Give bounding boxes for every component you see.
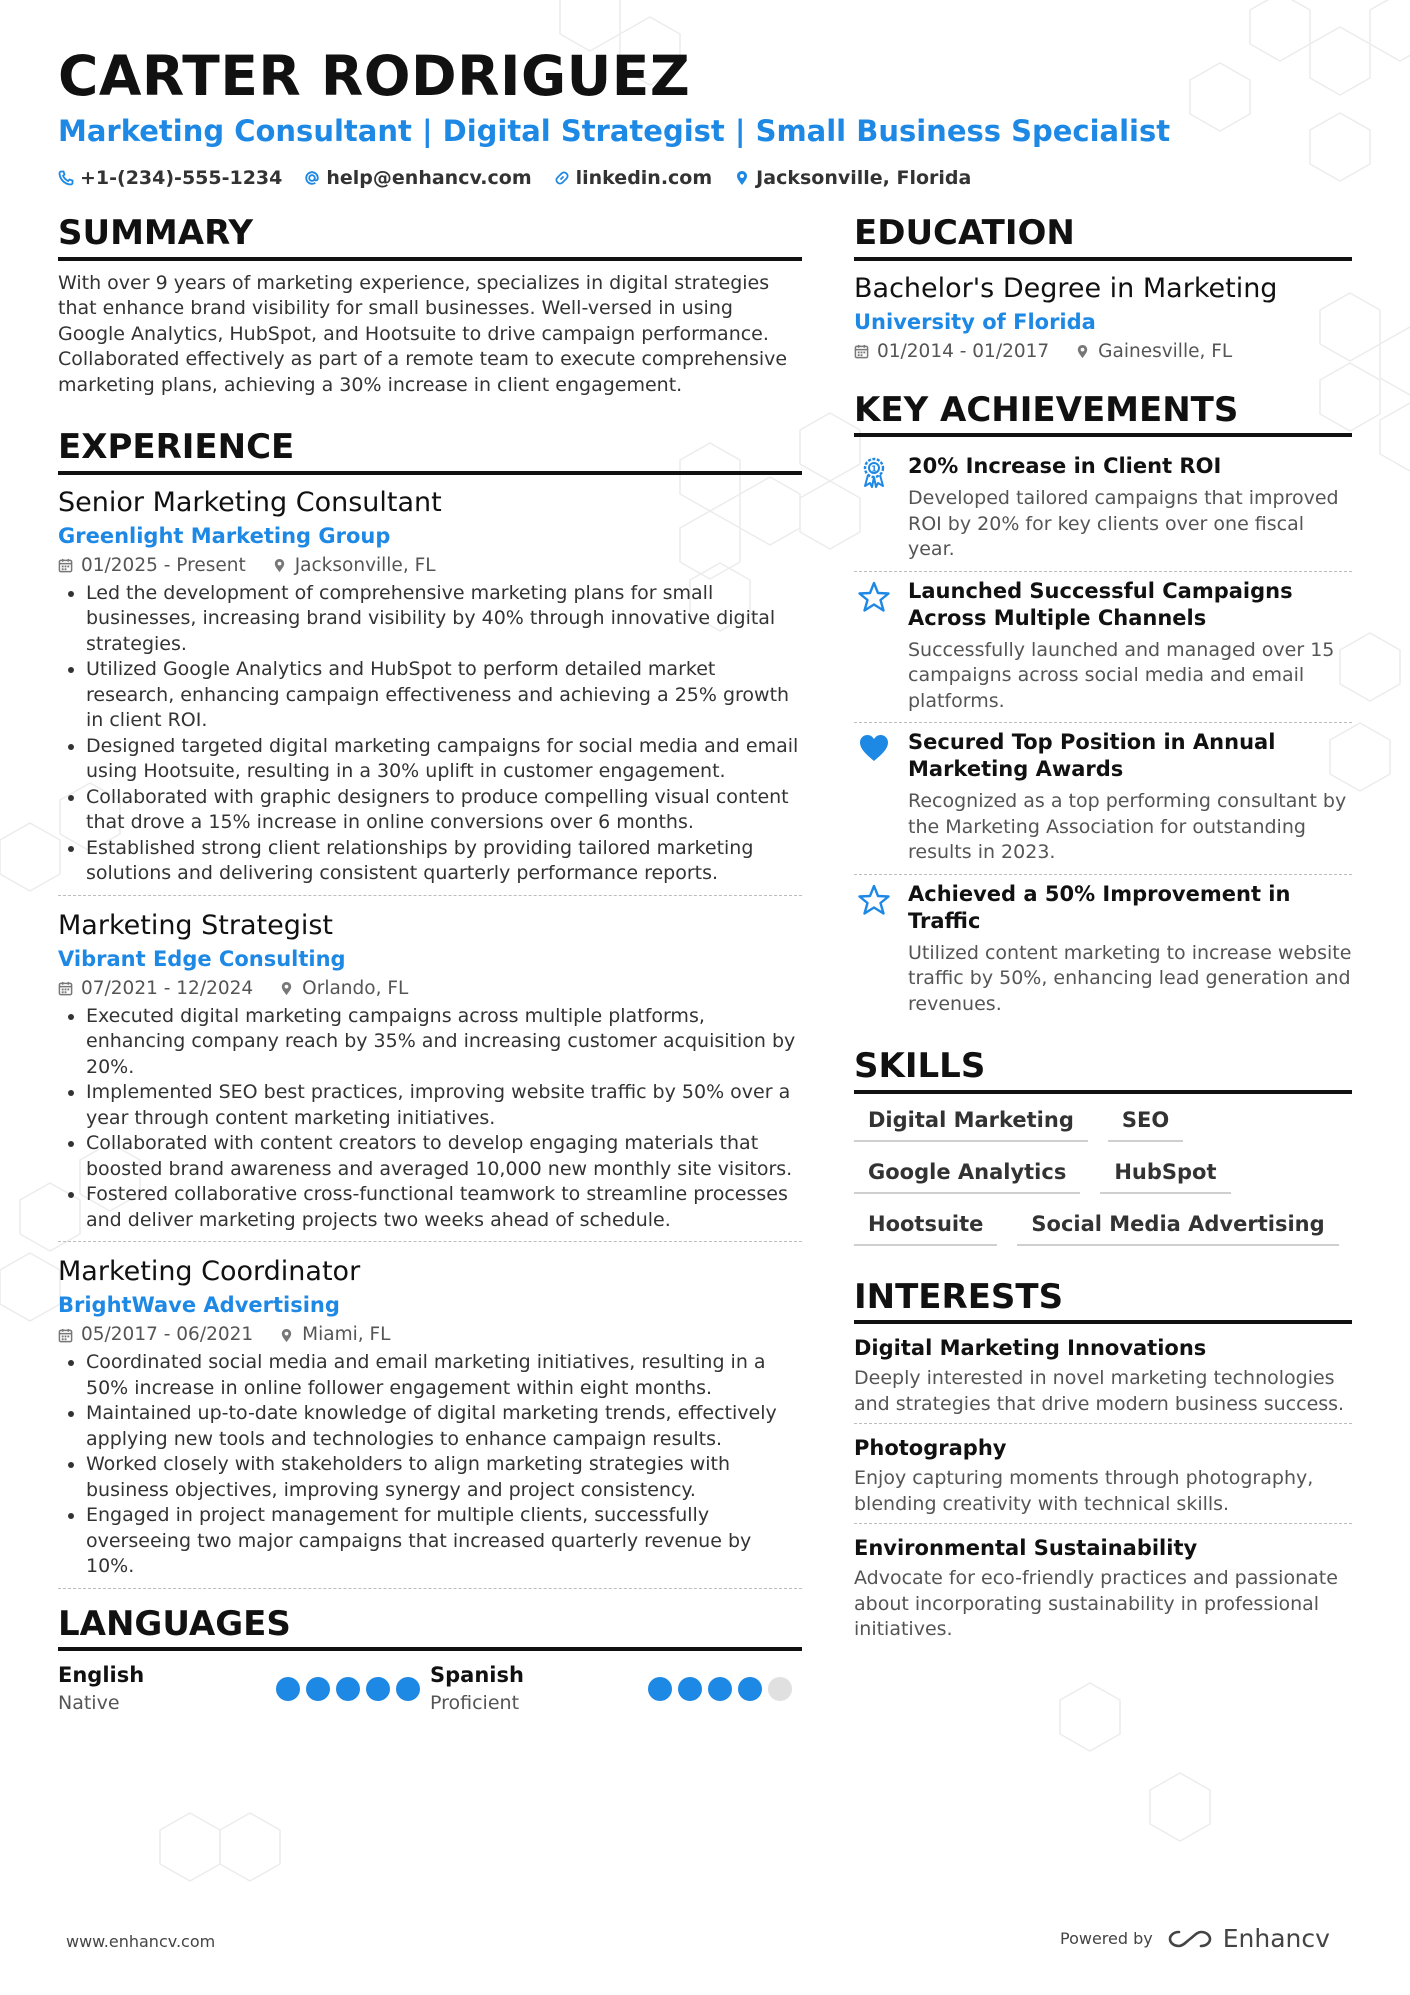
education-dates xyxy=(854,337,1049,367)
job-entry xyxy=(58,485,802,896)
bullet: • Designed targeted digital marketing campaigns for social media and email using Hootsuite, resulting in a 30% uplift in customer engagement. xyxy=(86,734,802,785)
language-rating xyxy=(276,1677,420,1701)
interests-list xyxy=(854,1334,1352,1649)
interest-desc: Advocate for eco-friendly practices and passionate about incorporating sustainability in professional initiatives. xyxy=(854,1567,1338,1640)
calendar-icon xyxy=(58,981,73,996)
bullet: • Executed digital marketing campaigns across multiple platforms, enhancing company reach by 35% and increasing customer acquisition by 20%. xyxy=(86,1004,802,1081)
contact-email[interactable] xyxy=(304,167,531,189)
job-dates xyxy=(58,1320,253,1350)
rating-dot-filled xyxy=(276,1677,300,1701)
calendar-icon xyxy=(58,558,73,573)
award-ribbon-icon xyxy=(857,455,891,489)
job-company: Greenlight Marketing Group xyxy=(58,523,391,548)
job-location xyxy=(279,974,408,1004)
job-dates-text: 07/2021 - 12/2024 xyxy=(81,977,254,999)
achievement-icon-wrap xyxy=(854,881,894,1018)
brand-name: Enhancv xyxy=(1222,1924,1330,1953)
contact-linkedin-text: linkedin.com xyxy=(575,167,713,189)
job-entry xyxy=(58,908,802,1243)
job-location-text: Orlando, FL xyxy=(302,977,409,999)
achievements-list xyxy=(854,447,1352,1025)
left-column xyxy=(58,212,802,1717)
achievement-item xyxy=(854,447,1352,572)
job-dates xyxy=(58,551,246,581)
summary-heading: SUMMARY xyxy=(58,212,802,261)
heart-icon xyxy=(857,731,891,765)
location-icon xyxy=(272,558,287,573)
bullet: • Utilized Google Analytics and HubSpot to perform detailed market research, enhancing campaign effectiveness and achieving a 25% growth in client ROI. xyxy=(86,657,802,734)
language-item xyxy=(58,1661,430,1717)
skill-tag: Hootsuite xyxy=(854,1208,997,1246)
job-entry xyxy=(58,1254,802,1589)
achievement-title: Secured Top Position in Annual Marketing Awards xyxy=(908,730,1276,781)
achievement-icon-wrap xyxy=(854,578,894,715)
interest-desc: Deeply interested in novel marketing technologies and strategies that drive modern business success. xyxy=(854,1367,1345,1415)
bullet: • Established strong client relationships by providing tailored marketing solutions and delivering consistent quarterly performance reports. xyxy=(86,836,802,887)
phone-icon xyxy=(58,170,74,186)
powered-by-label: Powered by xyxy=(1060,1929,1153,1948)
job-meta xyxy=(58,1320,802,1350)
job-dates xyxy=(58,974,253,1004)
interest-desc: Enjoy capturing moments through photography, blending creativity with technical skills. xyxy=(854,1467,1314,1515)
footer-branding xyxy=(1060,1924,1330,1953)
brand-logo[interactable] xyxy=(1167,1924,1330,1953)
education-meta xyxy=(854,337,1352,367)
achievement-desc: Recognized as a top performing consultant by the Marketing Association for outstanding results in 2023. xyxy=(908,790,1347,863)
job-dates-text: 01/2025 - Present xyxy=(81,554,246,576)
achievement-item xyxy=(854,572,1352,724)
interest-title: Environmental Sustainability xyxy=(854,1536,1198,1560)
bullet: • Coordinated social media and email marketing initiatives, resulting in a 50% increase in online follower engagement within eight months. xyxy=(86,1350,802,1401)
rating-dot-filled xyxy=(306,1677,330,1701)
skill-tag: HubSpot xyxy=(1100,1156,1230,1194)
location-icon xyxy=(734,170,750,186)
job-location xyxy=(272,551,436,581)
rating-dot-empty xyxy=(768,1677,792,1701)
job-title: Marketing Coordinator xyxy=(58,1256,361,1287)
languages-heading: LANGUAGES xyxy=(58,1603,802,1652)
job-location-text: Miami, FL xyxy=(302,1324,391,1345)
skill-tag: Social Media Advertising xyxy=(1017,1208,1338,1246)
education-heading: EDUCATION xyxy=(854,212,1352,261)
bullet: • Collaborated with graphic designers to produce compelling visual content that drove a 15% increase in online conversions over 6 months. xyxy=(86,785,802,836)
education-degree: Bachelor's Degree in Marketing xyxy=(854,272,1278,304)
rating-dot-filled xyxy=(648,1677,672,1701)
location-icon xyxy=(1075,344,1090,359)
achievement-icon-wrap xyxy=(854,729,894,866)
achievement-item xyxy=(854,875,1352,1026)
skill-tag: SEO xyxy=(1108,1104,1183,1142)
job-title: Senior Marketing Consultant xyxy=(58,486,442,518)
star-outline-icon xyxy=(857,580,891,614)
bullet: • Engaged in project management for multiple clients, successfully overseeing two major campaigns that increased quarterly revenue by 10%. xyxy=(86,1503,802,1580)
job-company: Vibrant Edge Consulting xyxy=(58,946,346,971)
job-bullets xyxy=(58,1350,802,1580)
star-outline-icon xyxy=(857,883,891,917)
rating-dot-filled xyxy=(738,1677,762,1701)
achievement-item xyxy=(854,723,1352,875)
achievement-desc: Successfully launched and managed over 15 campaigns across social media and email platforms. xyxy=(908,638,1335,712)
contact-bar xyxy=(58,167,971,189)
enhancv-logo-icon xyxy=(1167,1927,1213,1951)
language-name: English xyxy=(58,1663,145,1687)
language-name: Spanish xyxy=(430,1663,524,1687)
interest-item xyxy=(854,1334,1352,1424)
interest-item xyxy=(854,1534,1352,1649)
language-level: Native xyxy=(58,1692,120,1714)
interest-title: Photography xyxy=(854,1436,1007,1460)
languages-list xyxy=(58,1661,802,1717)
contact-linkedin[interactable] xyxy=(554,167,713,189)
footer-website[interactable]: www.enhancv.com xyxy=(66,1932,216,1951)
achievement-desc: Developed tailored campaigns that improved ROI by 20% for key clients over one fiscal year. xyxy=(908,487,1339,560)
interest-title: Digital Marketing Innovations xyxy=(854,1336,1207,1360)
job-company: BrightWave Advertising xyxy=(58,1293,340,1317)
job-location-text: Jacksonville, FL xyxy=(294,554,436,576)
experience-heading: EXPERIENCE xyxy=(58,426,802,475)
achievements-heading: KEY ACHIEVEMENTS xyxy=(854,389,1352,438)
svg-text:1: 1 xyxy=(871,464,877,474)
bullet: • Collaborated with content creators to develop engaging materials that boosted brand awareness and averaged 10,000 new monthly site visitors. xyxy=(86,1131,802,1182)
contact-phone-text: +1-(234)-555-1234 xyxy=(80,167,283,189)
language-level: Proficient xyxy=(430,1692,520,1714)
contact-location xyxy=(734,167,971,189)
achievement-title: Launched Successful Campaigns Across Multiple Channels xyxy=(908,578,1293,630)
candidate-name: CARTER RODRIGUEZ xyxy=(58,44,691,108)
education-school: University of Florida xyxy=(854,309,1096,334)
skill-tag: Digital Marketing xyxy=(854,1104,1088,1142)
skills-list xyxy=(854,1104,1352,1246)
bullet: • Maintained up-to-date knowledge of digital marketing trends, effectively applying new tools and technologies to enhance campaign results. xyxy=(86,1401,802,1452)
job-meta xyxy=(58,974,802,1004)
contact-location-text: Jacksonville, Florida xyxy=(756,167,972,189)
rating-dot-filled xyxy=(336,1677,360,1701)
calendar-icon xyxy=(58,1328,73,1343)
rating-dot-filled xyxy=(366,1677,390,1701)
calendar-icon xyxy=(854,344,869,359)
education-dates-text: 01/2014 - 01/2017 xyxy=(877,340,1050,362)
at-icon xyxy=(304,170,320,186)
rating-dot-filled xyxy=(396,1677,420,1701)
achievement-icon-wrap xyxy=(854,453,894,563)
rating-dot-filled xyxy=(678,1677,702,1701)
job-title: Marketing Strategist xyxy=(58,909,334,941)
job-meta xyxy=(58,551,802,581)
skills-heading: SKILLS xyxy=(854,1045,1352,1094)
summary-text: With over 9 years of marketing experience, specializes in digital strategies that enhance brand visibility for small businesses. Well-versed in using Google Analytics, HubSpot, and Hootsuite to drive campaign performance. Collaborated effectively as part of a remote team to execute comprehensive marketing plans, achieving a 30% increase in client engagement. xyxy=(58,271,788,396)
language-item xyxy=(430,1661,802,1717)
bullet: • Implemented SEO best practices, improving website traffic by 50% over a year through content marketing initiatives. xyxy=(86,1080,802,1131)
rating-dot-filled xyxy=(708,1677,732,1701)
bullet: • Led the development of comprehensive marketing plans for small businesses, increasing brand visibility by 40% through innovative digital strategies. xyxy=(86,581,802,658)
achievement-desc: Utilized content marketing to increase website traffic by 50%, enhancing lead generation and revenues. xyxy=(908,941,1352,1015)
interests-heading: INTERESTS xyxy=(854,1276,1352,1325)
contact-email-text: help@enhancv.com xyxy=(326,167,532,189)
job-dates-text: 05/2017 - 06/2021 xyxy=(81,1324,254,1345)
headline: Marketing Consultant | Digital Strategist | Small Business Specialist xyxy=(58,114,1171,148)
job-bullets xyxy=(58,1004,802,1234)
link-icon xyxy=(554,170,570,186)
location-icon xyxy=(279,981,294,996)
achievement-title: Achieved a 50% Improvement in Traffic xyxy=(908,881,1291,933)
education-location-text: Gainesville, FL xyxy=(1098,340,1233,362)
language-rating xyxy=(648,1677,792,1701)
education-location xyxy=(1075,337,1232,367)
achievement-title: 20% Increase in Client ROI xyxy=(908,454,1222,478)
contact-phone[interactable] xyxy=(58,167,282,189)
skill-tag: Google Analytics xyxy=(854,1156,1080,1194)
right-column xyxy=(854,212,1352,1659)
interest-item xyxy=(854,1434,1352,1524)
job-bullets xyxy=(58,581,802,887)
bullet: • Worked closely with stakeholders to align marketing strategies with business objectives, improving synergy and project consistency. xyxy=(86,1452,802,1503)
bullet: • Fostered collaborative cross-functional teamwork to streamline processes and deliver marketing projects two weeks ahead of schedule. xyxy=(86,1182,802,1233)
location-icon xyxy=(279,1328,294,1343)
job-location xyxy=(279,1320,390,1350)
